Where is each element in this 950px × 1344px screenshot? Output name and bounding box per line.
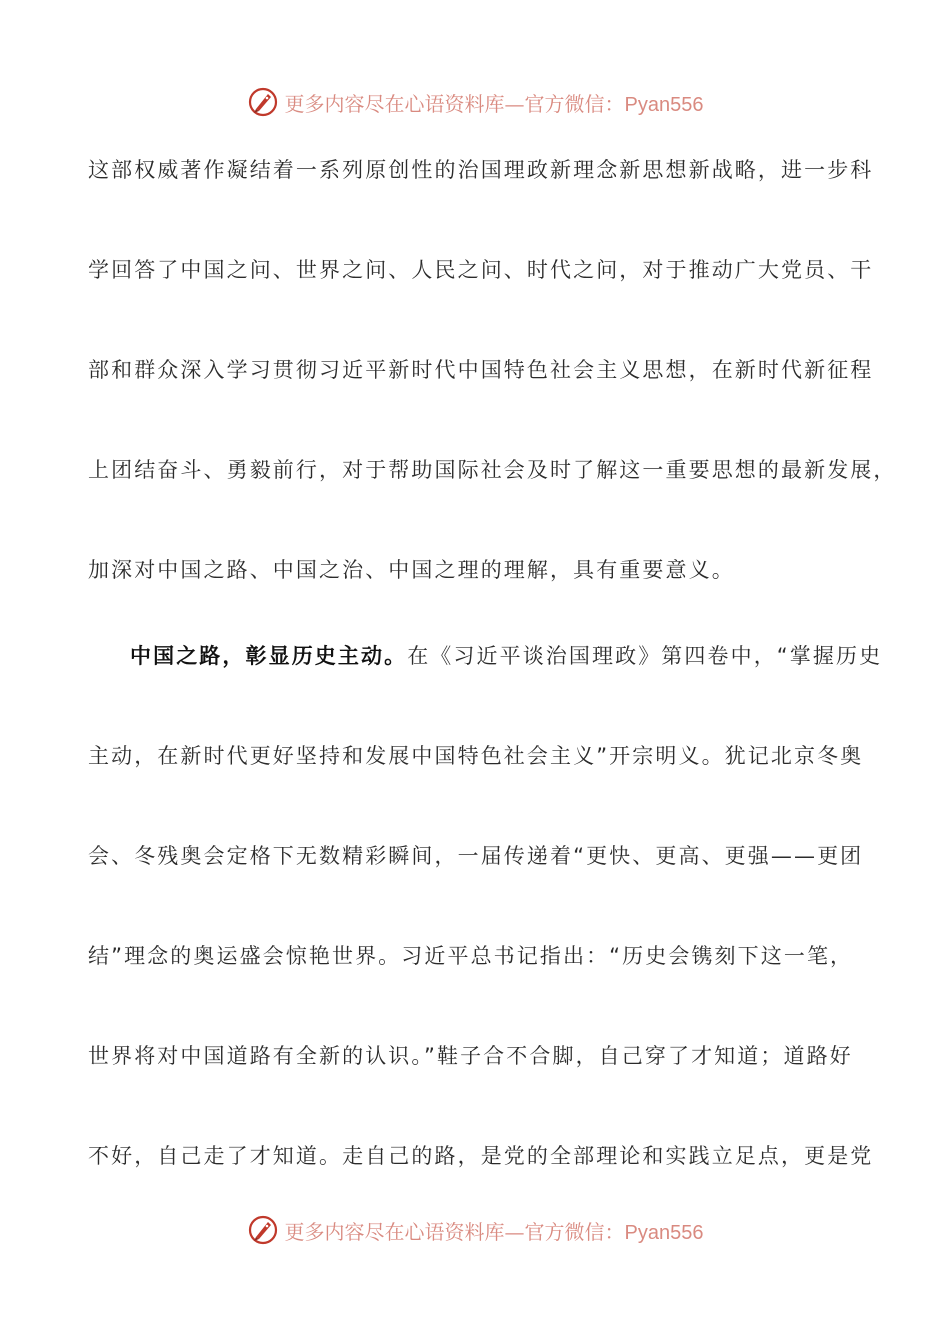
pen-nib-logo-icon <box>247 86 279 118</box>
paragraph-2 <box>88 636 883 1236</box>
text-line-first <box>88 636 883 736</box>
header-banner <box>0 82 950 122</box>
banner-text: 更多内容尽在心语资料库—官方微信：Pyan556 <box>284 1219 704 1244</box>
text-line: 结”理念的奥运盛会惊艳世界。习近平总书记指出：“历史会镌刻下这一笔， <box>88 944 854 968</box>
text-line: 上团结奋斗、勇毅前行，对于帮助国际社会及时了解这一重要思想的最新发展， <box>88 458 897 482</box>
section-heading: 中国之路，彰显历史主动。 <box>130 644 408 668</box>
footer-banner <box>0 1210 950 1250</box>
paragraph-1 <box>88 150 897 650</box>
header-banner-inner <box>247 86 704 118</box>
text-line: 部和群众深入学习贯彻习近平新时代中国特色社会主义思想，在新时代新征程 <box>88 358 874 382</box>
text-line: 会、冬残奥会定格下无数精彩瞬间，一届传递着“更快、更高、更强——更团 <box>88 844 864 868</box>
document-body <box>88 150 897 1236</box>
pen-nib-logo-icon <box>247 1214 279 1246</box>
text-line: 世界将对中国道路有全新的认识。”鞋子合不合脚，自己穿了才知道；道路好 <box>88 1044 853 1068</box>
wechat-id: Pyan556 <box>624 93 704 116</box>
wechat-id: Pyan556 <box>624 1221 704 1244</box>
text-line: 不好，自己走了才知道。走自己的路，是党的全部理论和实践立足点，更是党 <box>88 1144 874 1168</box>
text-line: 主动，在新时代更好坚持和发展中国特色社会主义”开宗明义。犹记北京冬奥 <box>88 744 864 768</box>
footer-banner-inner <box>247 1214 704 1246</box>
text-line: 学回答了中国之问、世界之问、人民之问、时代之问，对于推动广大党员、干 <box>88 258 874 282</box>
text-run: 在《习近平谈治国理政》第四卷中，“掌握历史 <box>407 644 883 668</box>
banner-text: 更多内容尽在心语资料库—官方微信：Pyan556 <box>284 91 704 116</box>
text-line: 这部权威著作凝结着一系列原创性的治国理政新理念新思想新战略，进一步科 <box>88 158 874 182</box>
text-line: 加深对中国之路、中国之治、中国之理的理解，具有重要意义。 <box>88 558 735 582</box>
